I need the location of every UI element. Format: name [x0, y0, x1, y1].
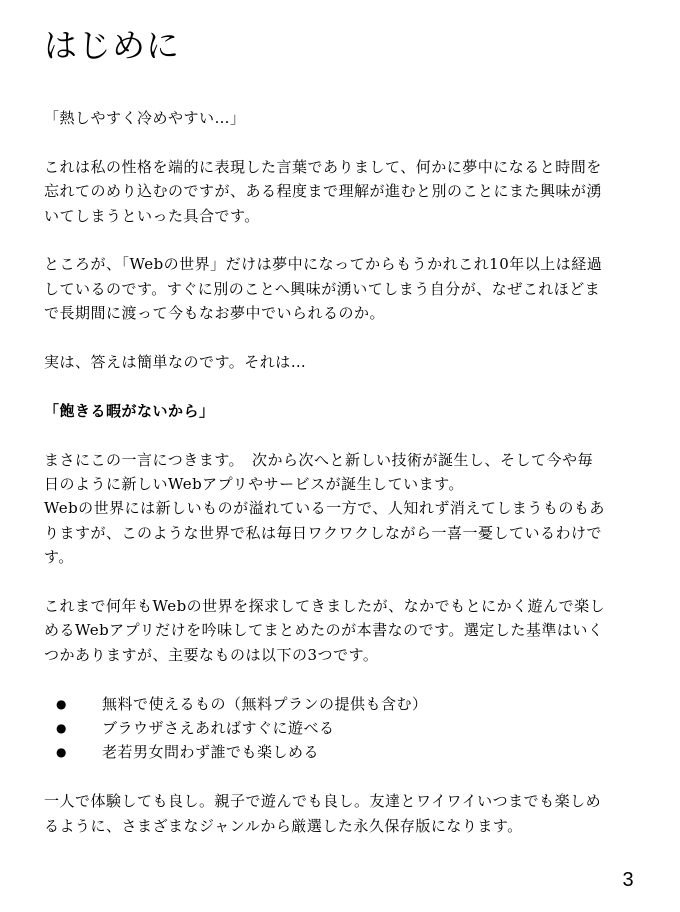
- paragraph-line: りますが、このような世界で私は毎日ワクワクしながら一喜一憂しているわけで: [44, 523, 603, 542]
- paragraph-line: す。: [44, 548, 74, 567]
- paragraph-line: るように、さまざまなジャンルから厳選した永久保存版になります。: [44, 816, 523, 835]
- answer-bold: 「飽きる暇がないから」: [44, 401, 215, 420]
- paragraph-new-tech: [44, 448, 636, 570]
- page-number: 3: [622, 869, 634, 891]
- paragraph-line: つかありますが、主要なものは以下の3つです。: [44, 645, 379, 664]
- criteria-list: [44, 692, 636, 765]
- paragraph-gap: [44, 130, 636, 154]
- list-item-text: ブラウザさえあればすぐに遊べる: [102, 719, 335, 738]
- list-item: [44, 692, 636, 716]
- paragraph-intro: [44, 155, 636, 228]
- body-text: [44, 106, 636, 838]
- answer-intro: 実は、答えは簡単なのです。それは…: [44, 353, 307, 372]
- quote-line: 「熱しやすく冷めやすい…」: [44, 109, 246, 127]
- paragraph-selection: [44, 594, 636, 667]
- paragraph-line: で長期間に渡って今もなお夢中でいられるのか。: [44, 304, 386, 323]
- paragraph-line: 日のように新しいWebアプリやサービスが誕生しています。: [44, 475, 464, 494]
- paragraph-web-world: [44, 252, 636, 325]
- paragraph-line: いてしまうといった具合です。: [44, 206, 260, 225]
- bullet-icon: ●: [56, 696, 67, 711]
- paragraph-gap: [44, 374, 636, 398]
- paragraph-line: 一人で体験しても良し。親子で遊んでも良し。友達とワイワイいつまでも楽しめ: [44, 792, 602, 811]
- paragraph-gap: [44, 570, 636, 594]
- paragraph-gap: [44, 765, 636, 789]
- paragraph-line: しているのです。すぐに別のことへ興味が湧いてしまう自分が、なぜこれほどま: [44, 279, 601, 298]
- paragraph-gap: [44, 423, 636, 447]
- paragraph-line: まさにこの一言につきます。 次から次へと新しい技術が誕生し、そして今や毎: [44, 450, 594, 469]
- list-item: [44, 740, 636, 764]
- list-item-text: 無料で使えるもの（無料プランの提供も含む）: [102, 694, 428, 713]
- paragraph-gap: [44, 326, 636, 350]
- page-heading: はじめに: [44, 26, 180, 65]
- list-item-text: 老若男女問わず誰でも楽しめる: [102, 743, 320, 762]
- paragraph-gap: [44, 228, 636, 252]
- paragraph-line: Webの世界には新しいものが溢れている一方で、人知れず消えてしまうものもあ: [44, 499, 605, 518]
- paragraph-closing: [44, 789, 636, 838]
- paragraph-line: ところが、「Webの世界」だけは夢中になってからもうかれこれ10年以上は経過: [44, 255, 603, 274]
- list-item: [44, 716, 636, 740]
- paragraph-line: めるWebアプリだけを吟味してまとめたのが本書なのです。選定した基準はいく: [44, 621, 604, 640]
- paragraph-line: 忘れてのめり込むのですが、ある程度まで理解が進むと別のことにまた興味が湧: [44, 182, 603, 201]
- bullet-icon: ●: [56, 745, 67, 760]
- paragraph-line: これまで何年もWebの世界を探求してきましたが、なかでもとにかく遊んで楽し: [44, 597, 606, 616]
- paragraph-gap: [44, 667, 636, 691]
- bullet-icon: ●: [56, 721, 67, 736]
- paragraph-line: これは私の性格を端的に表現した言葉でありまして、何かに夢中になると時間を: [44, 157, 602, 176]
